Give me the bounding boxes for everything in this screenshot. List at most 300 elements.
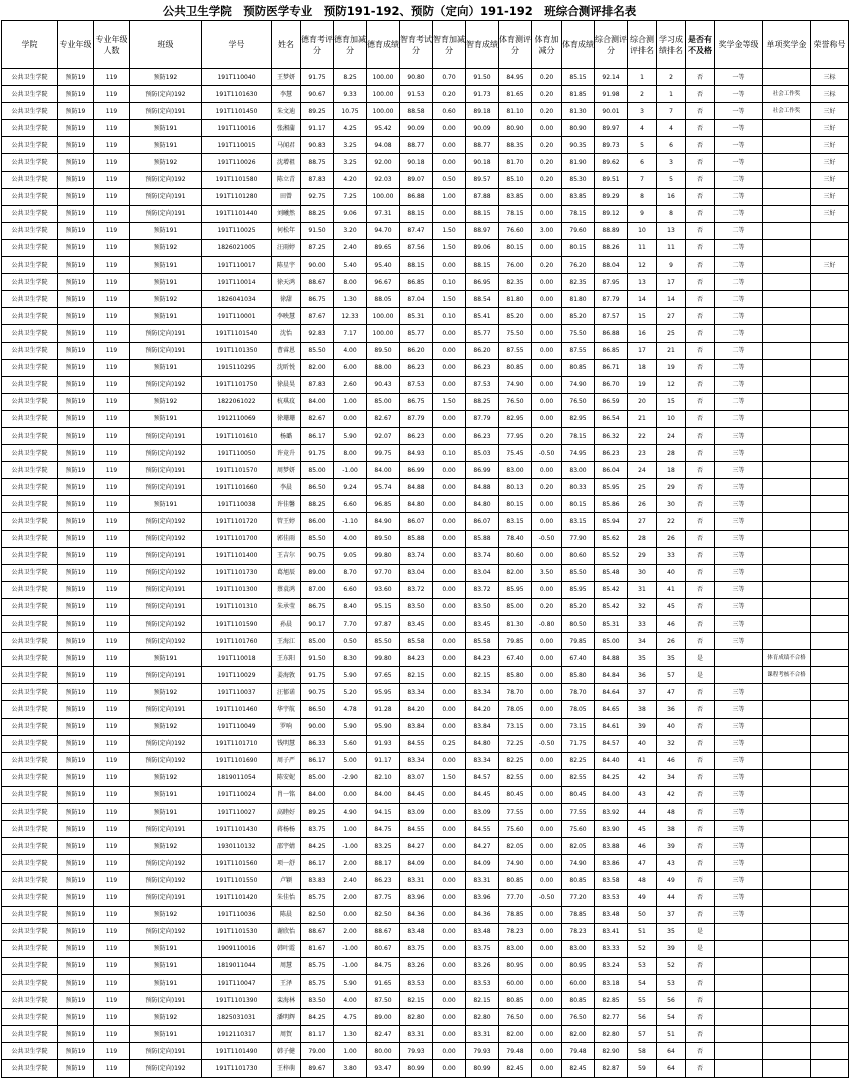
table-cell: 85.77 [466,325,499,342]
table-cell: 周賀 [272,1026,301,1043]
table-cell: 85.80 [562,667,595,684]
table-cell: 1.50 [433,239,466,256]
table-cell: 84.80 [466,735,499,752]
table-cell: 预防191 [130,786,202,803]
table-cell: 191T110016 [202,120,272,137]
table-cell: 88.25 [301,205,334,222]
table-row [2,906,849,923]
table-row [2,581,849,598]
table-cell: 90.35 [562,137,595,154]
table-cell: 119 [94,547,130,564]
table-cell: 4.00 [334,530,367,547]
table-cell: 0.00 [433,530,466,547]
table-cell: 84.75 [367,957,400,974]
table-cell: 85.75 [301,889,334,906]
table-cell [811,650,849,667]
table-row [2,889,849,906]
table-cell: 预防19 [58,752,94,769]
table-row [2,69,849,86]
table-cell: 84.45 [400,786,433,803]
table-cell: 92.83 [301,325,334,342]
col-header: 智育成绩 [466,21,499,69]
table-cell: 二等 [715,325,763,342]
table-cell: 83.34 [466,752,499,769]
table-cell [715,940,763,957]
table-cell [763,564,811,581]
table-cell: 83.15 [499,513,532,530]
table-cell: 预防19 [58,1009,94,1026]
table-cell: 否 [686,359,715,376]
table-cell: 191T1101490 [202,1043,272,1060]
table-cell: 85.75 [301,957,334,974]
table-cell: 公共卫生学院 [2,735,58,752]
table-cell [763,359,811,376]
table-cell: 预防19 [58,171,94,188]
table-cell: 91.50 [301,222,334,239]
table-cell: 78.85 [562,906,595,923]
table-cell: 119 [94,274,130,291]
table-cell: 75.50 [562,325,595,342]
table-cell: 0.00 [433,855,466,872]
table-cell: 82.15 [400,667,433,684]
table-cell: 46 [657,616,686,633]
table-cell [811,598,849,615]
table-cell: 0.00 [532,718,562,735]
table-cell: 84.27 [400,838,433,855]
table-cell: 83.90 [595,821,628,838]
table-cell: 10.75 [334,103,367,120]
table-cell [763,120,811,137]
table-cell: 41 [628,752,657,769]
table-row [2,325,849,342]
table-cell: 三等 [715,821,763,838]
table-cell: 邵宇婧 [272,838,301,855]
table-row [2,564,849,581]
table-cell: 公共卫生学院 [2,974,58,991]
table-cell: 预防(定向)192 [130,633,202,650]
table-cell: 96.85 [367,496,400,513]
table-cell: 8.00 [334,445,367,462]
table-cell: 预防19 [58,633,94,650]
table-cell: 119 [94,872,130,889]
table-cell: 80.85 [499,992,532,1009]
table-cell: 87.79 [466,410,499,427]
table-cell: 86.32 [595,427,628,444]
table-cell: 87.53 [466,376,499,393]
table-cell [763,342,811,359]
table-cell: 26 [657,530,686,547]
table-cell: 83.45 [400,616,433,633]
table-cell: 99.75 [367,445,400,462]
table-cell: 沈昕悦 [272,359,301,376]
table-cell: 84.57 [466,769,499,786]
col-header: 专业年级 [58,21,94,69]
table-cell: 三等 [715,445,763,462]
table-cell: 84.25 [301,1009,334,1026]
table-cell: 三好 [811,120,849,137]
table-cell [763,393,811,410]
table-cell: 公共卫生学院 [2,718,58,735]
table-cell: 48 [628,872,657,889]
table-cell: 119 [94,103,130,120]
table-cell: 119 [94,735,130,752]
table-cell: 40 [657,564,686,581]
table-cell: 预防(定向)191 [130,342,202,359]
table-cell [715,650,763,667]
table-cell: 119 [94,205,130,222]
table-cell: 88.67 [301,923,334,940]
table-cell: 社会工作奖 [763,103,811,120]
table-cell: 191T1101570 [202,462,272,479]
table-cell [763,257,811,274]
table-cell: 100.00 [367,86,400,103]
table-cell: 0.00 [532,291,562,308]
table-cell: 75.60 [562,821,595,838]
table-cell: 0.10 [433,308,466,325]
table-cell: 三等 [715,633,763,650]
table-cell: 83.85 [562,188,595,205]
table-cell: 86.75 [301,291,334,308]
table-cell: 85.00 [595,633,628,650]
table-cell: 0.00 [433,752,466,769]
table-cell: 8.30 [334,650,367,667]
table-cell: 否 [686,564,715,581]
table-cell: 82.05 [562,838,595,855]
table-cell: 周梦妍 [272,462,301,479]
table-cell [763,992,811,1009]
table-cell: 119 [94,701,130,718]
table-cell: 1915110295 [202,359,272,376]
table-cell: 公共卫生学院 [2,855,58,872]
table-cell [811,1060,849,1077]
table-cell [763,940,811,957]
table-cell [811,855,849,872]
table-cell: 4.00 [334,342,367,359]
table-cell: 4.25 [334,120,367,137]
table-cell [715,923,763,940]
table-cell: 0.00 [532,462,562,479]
table-cell: 24 [657,427,686,444]
table-cell: 公共卫生学院 [2,257,58,274]
table-cell: 91.17 [301,120,334,137]
table-cell: 0.00 [433,325,466,342]
table-cell: 47 [628,855,657,872]
table-cell: 78.05 [562,701,595,718]
table-cell: 88.97 [466,222,499,239]
table-cell: 预防19 [58,906,94,923]
table-cell: 三等 [715,581,763,598]
table-cell: 汪郁诺 [272,684,301,701]
table-cell [763,769,811,786]
table-cell: 80.85 [562,872,595,889]
table-cell: 田曾 [272,188,301,205]
table-cell: 87.57 [595,308,628,325]
table-cell: 191T1101560 [202,855,272,872]
table-cell: 预防192 [130,69,202,86]
table-cell: 一等 [715,154,763,171]
table-cell: 8 [657,205,686,222]
table-cell [811,889,849,906]
table-cell: 27 [628,513,657,530]
table-cell: 预防19 [58,718,94,735]
table-cell: 85.31 [595,616,628,633]
table-cell: 191T1101630 [202,86,272,103]
table-cell: 预防19 [58,222,94,239]
table-cell: 84.95 [499,69,532,86]
table-cell: 否 [686,427,715,444]
table-cell: 0.00 [532,205,562,222]
table-cell: 否 [686,752,715,769]
table-cell: 88.04 [595,257,628,274]
table-cell: 9.24 [334,479,367,496]
table-cell: 119 [94,342,130,359]
table-cell: 60.00 [562,974,595,991]
table-cell: 17 [657,274,686,291]
table-row [2,1026,849,1043]
table-cell: 7.25 [334,188,367,205]
table-cell: 预防(定向)191 [130,581,202,598]
table-cell: 79.93 [400,1043,433,1060]
table-cell: 三等 [715,769,763,786]
table-cell: 0.00 [433,906,466,923]
table-cell: 82.00 [301,359,334,376]
table-cell: 否 [686,855,715,872]
table-cell: 预防19 [58,598,94,615]
table-cell: 91.98 [595,86,628,103]
table-cell: 否 [686,992,715,1009]
table-cell: 葛旭辰 [272,564,301,581]
table-cell: 三等 [715,547,763,564]
table-cell: 191T1101440 [202,205,272,222]
table-cell: 1.50 [433,769,466,786]
table-cell: 否 [686,188,715,205]
table-cell: 30 [657,496,686,513]
table-cell: 86.71 [595,359,628,376]
table-cell: 否 [686,257,715,274]
table-cell: 否 [686,598,715,615]
table-cell: -1.00 [334,940,367,957]
table-cell: 35 [657,923,686,940]
table-cell: 83.53 [466,974,499,991]
table-cell: 80.33 [562,479,595,496]
table-cell: 0.20 [532,137,562,154]
table-cell: 否 [686,530,715,547]
table-cell: 119 [94,992,130,1009]
col-header: 荣誉称号 [811,21,849,69]
table-cell: 5.90 [334,974,367,991]
table-cell: 9.33 [334,86,367,103]
table-cell: 119 [94,786,130,803]
table-cell [763,137,811,154]
table-cell: 2.00 [334,923,367,940]
table-cell: 5 [628,137,657,154]
table-cell: 191T1101700 [202,530,272,547]
table-cell: 王泽 [272,974,301,991]
table-cell: 0.00 [532,804,562,821]
col-header: 奖学金等级 [715,21,763,69]
table-cell: 191T1101730 [202,564,272,581]
table-cell: 191T110049 [202,718,272,735]
table-cell: 87.25 [301,239,334,256]
table-row [2,1043,849,1060]
table-cell: 82.80 [595,1026,628,1043]
table-cell: 否 [686,274,715,291]
table-cell: 78.15 [562,427,595,444]
table-cell: 80.15 [562,496,595,513]
table-cell: 35 [657,650,686,667]
table-cell: 否 [686,872,715,889]
table-cell: 0.00 [532,752,562,769]
table-cell: 预防192 [130,718,202,735]
table-cell: 一等 [715,69,763,86]
table-cell: 0.20 [532,69,562,86]
table-cell: 0.00 [532,974,562,991]
table-cell: 预防19 [58,359,94,376]
table-cell: 84.93 [400,445,433,462]
table-cell: 公共卫生学院 [2,564,58,581]
table-cell: 83.25 [367,838,400,855]
table-cell: 否 [686,171,715,188]
table-cell: 公共卫生学院 [2,598,58,615]
table-cell: 80.15 [499,496,532,513]
table-cell: 43 [657,855,686,872]
table-cell: 191T1101430 [202,821,272,838]
table-cell: 二等 [715,393,763,410]
table-cell: 0.00 [433,872,466,889]
table-cell: 0.00 [532,342,562,359]
table-cell: 91.75 [301,445,334,462]
table-cell: 85.20 [562,308,595,325]
col-header: 班级 [130,21,202,69]
table-cell: 否 [686,154,715,171]
table-cell: 79.48 [562,1043,595,1060]
table-cell: 预防19 [58,410,94,427]
table-cell: 80.90 [562,120,595,137]
table-cell: 三等 [715,889,763,906]
table-cell: 86.54 [595,410,628,427]
table-cell: 56 [628,1009,657,1026]
table-cell: 191T1101750 [202,376,272,393]
table-cell: 82.45 [562,1060,595,1077]
table-cell: 预防19 [58,496,94,513]
table-cell: 119 [94,923,130,940]
table-cell: 89.18 [466,103,499,120]
table-cell: 83.00 [562,940,595,957]
table-cell: 预防191 [130,308,202,325]
table-cell: 0.00 [532,940,562,957]
table-cell: 36 [628,667,657,684]
table-cell: 预防19 [58,735,94,752]
table-cell: 191T1101590 [202,616,272,633]
table-cell: 89.73 [595,137,628,154]
table-cell: 否 [686,376,715,393]
table-cell: -1.00 [334,838,367,855]
table-cell: 86.07 [466,513,499,530]
table-cell: 80.45 [499,786,532,803]
table-cell [811,308,849,325]
table-cell: 119 [94,940,130,957]
table-cell: 否 [686,838,715,855]
table-cell: 0.20 [532,257,562,274]
table-cell: 1 [657,86,686,103]
table-row [2,701,849,718]
table-cell: 80.60 [499,547,532,564]
table-cell: 卢颖 [272,872,301,889]
table-cell: 75.50 [499,325,532,342]
table-cell: 86.23 [400,359,433,376]
table-cell: 0.00 [532,1043,562,1060]
table-cell: 91.73 [466,86,499,103]
table-cell: 89.12 [595,205,628,222]
table-cell: 191T110025 [202,222,272,239]
header-row [2,21,849,69]
table-cell: 体育成绩不合格 [763,650,811,667]
table-cell: 85.41 [466,308,499,325]
table-cell: 82.15 [400,992,433,1009]
table-cell: 韩子健 [272,1043,301,1060]
table-cell: 95.90 [367,718,400,735]
table-cell: 预防19 [58,205,94,222]
table-cell: 82.80 [400,1009,433,1026]
table-cell [763,547,811,564]
table-cell [811,940,849,957]
table-cell: 3.25 [334,137,367,154]
table-cell: 二等 [715,171,763,188]
table-cell: 二等 [715,205,763,222]
table-cell [811,667,849,684]
table-cell: 预防19 [58,667,94,684]
table-cell: 预防191 [130,410,202,427]
table-cell: 4.20 [334,171,367,188]
table-cell: 97.65 [367,667,400,684]
table-cell [811,479,849,496]
table-cell: 90.80 [400,69,433,86]
table-cell: 14 [628,291,657,308]
table-cell: 119 [94,906,130,923]
table-cell: 119 [94,188,130,205]
table-cell: 191T110038 [202,496,272,513]
table-cell: 王梓萌 [272,1060,301,1077]
table-cell: 88.00 [367,359,400,376]
table-cell: 二等 [715,239,763,256]
table-cell: 否 [686,804,715,821]
table-cell: 84.00 [301,393,334,410]
table-cell [763,154,811,171]
table-cell: 预防(定向)191 [130,462,202,479]
table-cell: 二等 [715,359,763,376]
table-cell: 76.20 [562,257,595,274]
table-cell [811,410,849,427]
table-cell: 9 [628,205,657,222]
table-cell: 预防(定向)192 [130,171,202,188]
table-cell: 0.00 [433,1009,466,1026]
table-cell: 预防19 [58,940,94,957]
table-cell: 三好 [811,205,849,222]
table-cell: 公共卫生学院 [2,462,58,479]
table-cell: 6 [628,154,657,171]
table-cell: 周子严 [272,752,301,769]
table-cell: 预防191 [130,1026,202,1043]
table-cell: 67.40 [499,650,532,667]
table-cell: 84.61 [595,718,628,735]
table-cell: 88.67 [301,274,334,291]
table-cell: 77.20 [562,889,595,906]
table-cell: 84.65 [595,701,628,718]
table-cell: 0.00 [532,838,562,855]
table-cell: 86.70 [595,376,628,393]
table-cell: 82.35 [562,274,595,291]
table-cell: 119 [94,325,130,342]
